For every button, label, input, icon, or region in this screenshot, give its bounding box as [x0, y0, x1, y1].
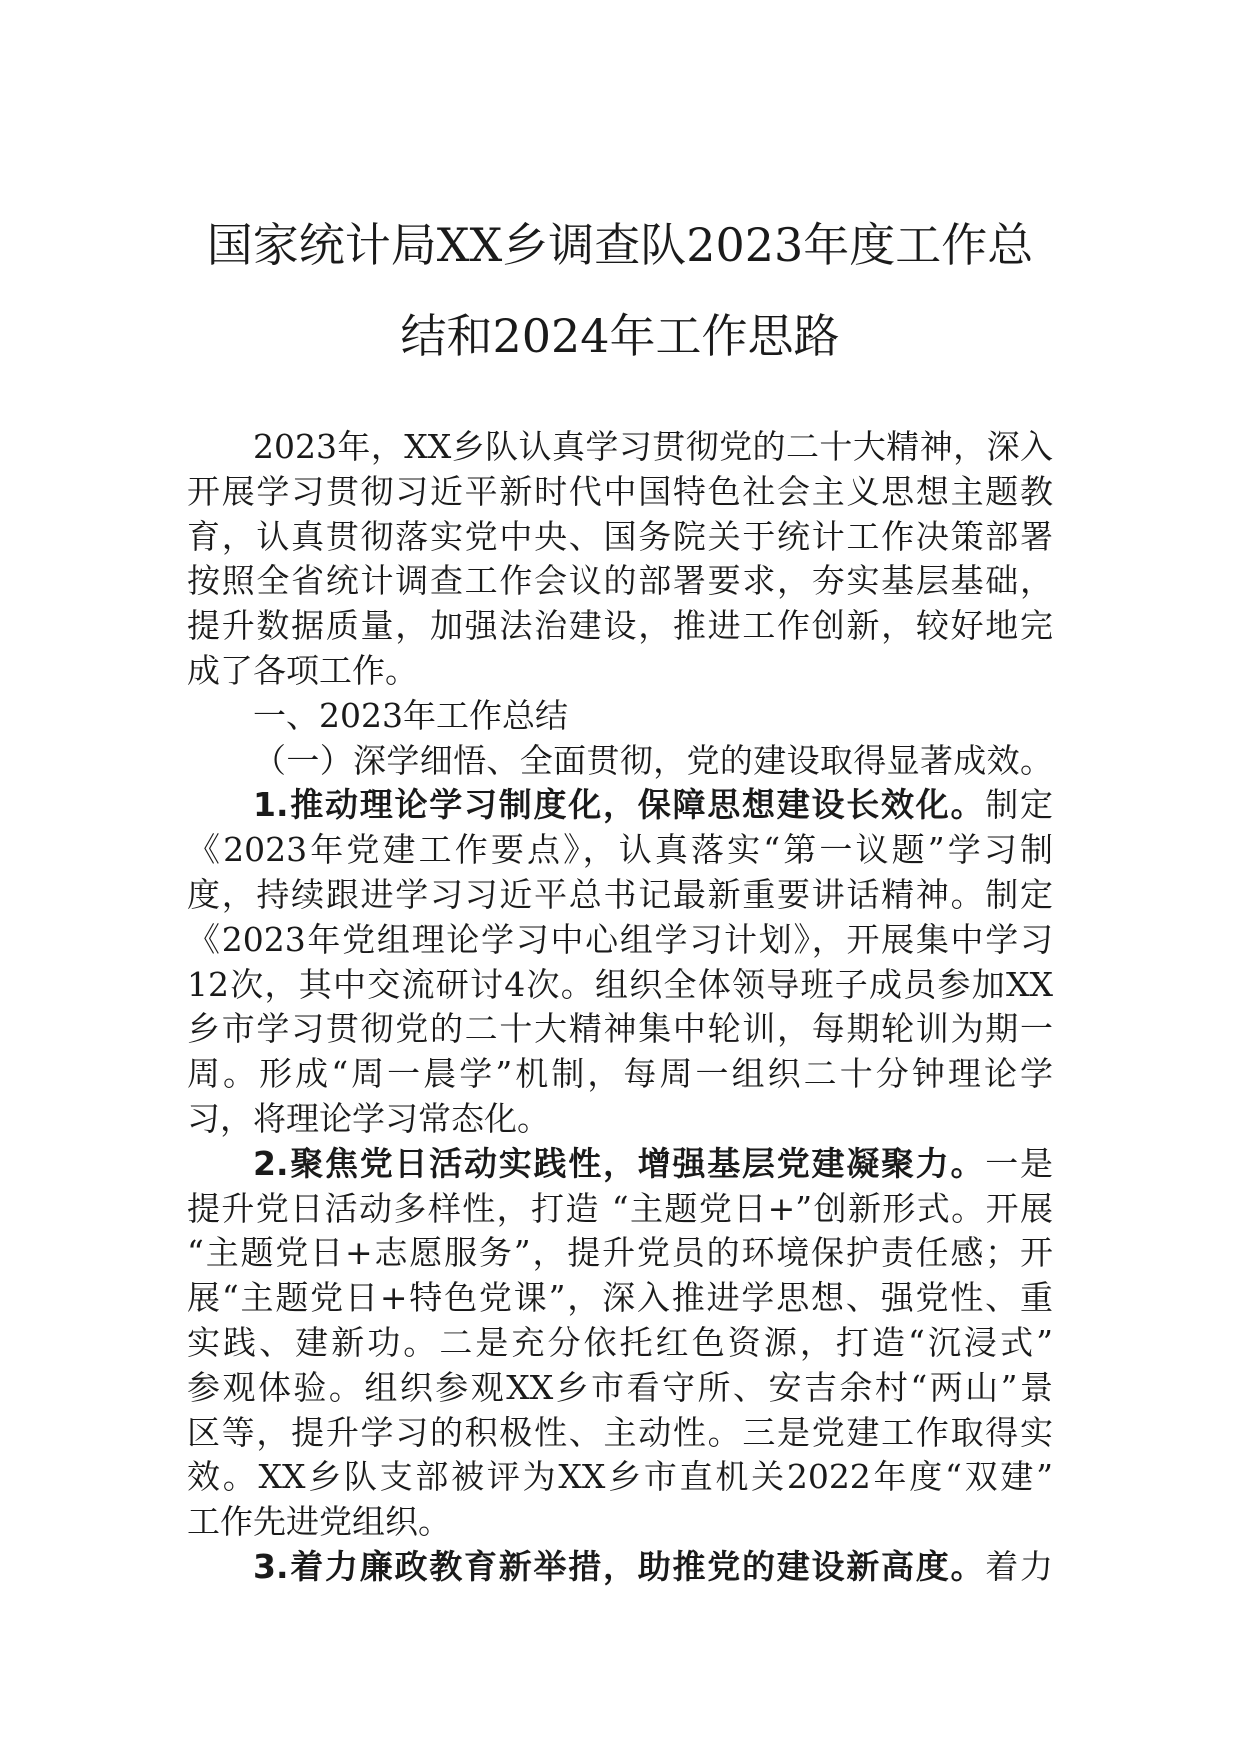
- subsection-heading: （一）深学细悟、全面贯彻，党的建设取得显著成效。: [253, 740, 1053, 780]
- item-2-lead: 2.聚焦党日活动实践性，增强基层党建凝聚力。: [253, 1143, 986, 1183]
- paragraph-line: 参观体验。组织参观XX乡市看守所、安吉余村“两山”景: [187, 1367, 1053, 1407]
- document-title-line-1: 国家统计局XX乡调查队2023年度工作总: [206, 218, 1034, 272]
- section-heading: 一、2023年工作总结: [253, 695, 568, 735]
- paragraph-line: 提升数据质量，加强法治建设，推进工作创新，较好地完: [187, 606, 1053, 646]
- paragraph-line: 12次，其中交流研讨4次。组织全体领导班子成员参加XX: [187, 964, 1053, 1004]
- paragraph-line: 工作先进党组织。: [187, 1502, 451, 1542]
- item-3-lead-tail: 着力: [985, 1546, 1053, 1586]
- item-3-first-line: [187, 1545, 1053, 1590]
- paragraph-line: 育，认真贯彻落实党中央、国务院关于统计工作决策部署: [187, 516, 1053, 556]
- paragraph-line: 开展学习贯彻习近平新时代中国特色社会主义思想主题教: [187, 471, 1053, 511]
- document-title-line-2: 结和2024年工作思路: [400, 309, 840, 363]
- item-1-lead-tail: 制定: [985, 785, 1053, 825]
- paragraph-line: 按照全省统计调查工作会议的部署要求，夯实基层基础，: [187, 561, 1053, 601]
- paragraph-line: 成了各项工作。: [187, 650, 418, 690]
- paragraph-line: 区等，提升学习的积极性、主动性。三是党建工作取得实: [187, 1412, 1053, 1452]
- paragraph-line: 《2023年党组理论学习中心组学习计划》，开展集中学习: [187, 919, 1053, 959]
- document-body: [187, 425, 1053, 1590]
- paragraph-line: 《2023年党建工作要点》，认真落实“第一议题”学习制: [187, 830, 1053, 870]
- paragraph-line: 乡市学习贯彻党的二十大精神集中轮训，每期轮训为期一: [187, 1009, 1053, 1049]
- paragraph-line: 习，将理论学习常态化。: [187, 1098, 550, 1138]
- item-2-first-line: [187, 1142, 1053, 1187]
- item-3-lead: 3.着力廉政教育新举措，助推党的建设新高度。: [253, 1546, 986, 1586]
- item-1-lead: 1.推动理论学习制度化，保障思想建设长效化。: [253, 785, 986, 825]
- paragraph-line: “主题党日+志愿服务”，提升党员的环境保护责任感；开: [187, 1233, 1053, 1273]
- paragraph-line: 提升党日活动多样性，打造 “主题党日+”创新形式。开展: [187, 1188, 1053, 1228]
- item-1-first-line: [187, 783, 1053, 828]
- paragraph-line: 效。XX乡队支部被评为XX乡市直机关2022年度“双建”: [187, 1457, 1053, 1497]
- paragraph-line: 实践、建新功。二是充分依托红色资源，打造“沉浸式”: [187, 1322, 1053, 1362]
- paragraph-line: 2023年，XX乡队认真学习贯彻党的二十大精神，深入: [253, 427, 1053, 466]
- item-2-lead-tail: 一是: [985, 1143, 1053, 1183]
- paragraph-line: 周。形成“周一晨学”机制，每周一组织二十分钟理论学: [187, 1054, 1053, 1094]
- paragraph-line: 度，持续跟进学习习近平总书记最新重要讲话精神。制定: [187, 874, 1053, 914]
- paragraph-line: 展“主题党日+特色党课”，深入推进学思想、强党性、重: [187, 1278, 1053, 1318]
